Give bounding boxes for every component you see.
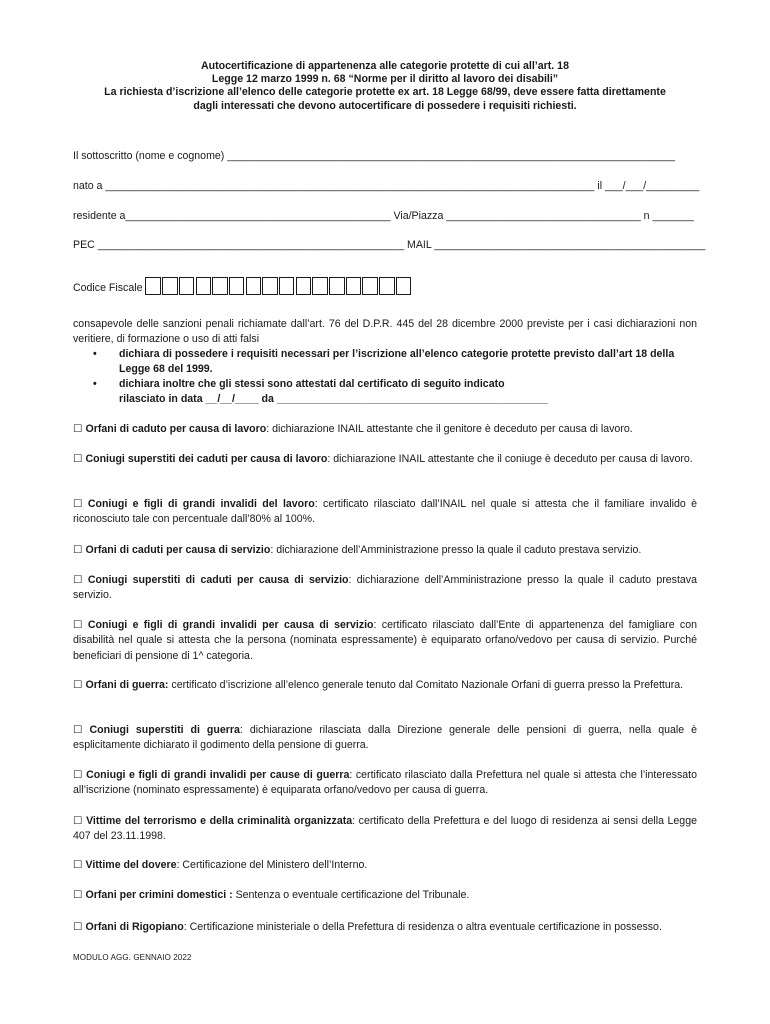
category-description: : dichiarazione INAIL attestante che il coniuge è deceduto per causa di lavoro. xyxy=(327,453,693,465)
checkbox-icon[interactable]: ☐ xyxy=(73,815,83,827)
awareness-paragraph: consapevole delle sanzioni penali richiamate dall’art. 76 del D.P.R. 445 del 28 dicembre 2000 previste per i casi dichiarazioni non veritiere, di formazione o uso di atti falsi xyxy=(73,318,697,345)
declaration-item xyxy=(93,377,693,407)
category-description: : certificato della Prefettura e del luogo di residenza ai sensi della Legge 407 del 23.11.1998. xyxy=(73,815,697,843)
codice-fiscale-char-box[interactable] xyxy=(196,277,212,295)
birth-field-line[interactable]: nato a ___________________________________________________________________________________ il ___/___/_________ xyxy=(73,180,700,192)
codice-fiscale-char-box[interactable] xyxy=(279,277,295,295)
codice-fiscale-char-box[interactable] xyxy=(145,277,161,295)
document-header xyxy=(70,60,700,113)
codice-fiscale-boxes xyxy=(145,277,412,295)
category-option[interactable] xyxy=(73,497,697,528)
category-option[interactable] xyxy=(73,543,697,558)
category-option[interactable] xyxy=(73,422,697,437)
category-option[interactable] xyxy=(73,888,697,903)
category-option[interactable] xyxy=(73,768,697,799)
category-description: : certificato rilasciato dalla Prefettura nel quale si attesta che l’interessato all’iscrizione (nominato espressamente) è equiparata orfano/vedovo per causa di guerra. xyxy=(73,769,697,797)
category-description: : dichiarazione INAIL attestante che il genitore è deceduto per causa di lavoro. xyxy=(266,423,633,435)
codice-fiscale-char-box[interactable] xyxy=(212,277,228,295)
checkbox-icon[interactable]: ☐ xyxy=(73,498,83,510)
category-description: : dichiarazione rilasciata dalla Direzione generale delle pensioni di guerra, nella quale è esplicitamente dichiarato il godimento della pensione di guerra. xyxy=(73,724,697,752)
category-description: : certificato rilasciato dall’Ente di appartenenza del famigliare con disabilità nel quale si attesta che la persona (nominata espressamente) è equiparato orfano/vedovo per causa di servizio. Purché beneficiari di pensione di 1^ categoria. xyxy=(73,619,697,662)
codice-fiscale-char-box[interactable] xyxy=(362,277,378,295)
codice-fiscale-char-box[interactable] xyxy=(229,277,245,295)
declaration-item xyxy=(93,347,693,377)
category-title: Orfani di caduto per causa di lavoro xyxy=(85,423,267,435)
codice-fiscale-char-box[interactable] xyxy=(312,277,328,295)
category-title: Orfani di caduti per causa di servizio xyxy=(85,544,271,556)
category-description: : dichiarazione dell’Amministrazione presso la quale il caduto prestava servizio. xyxy=(270,544,642,556)
checkbox-icon[interactable]: ☐ xyxy=(73,619,83,631)
category-description: certificato d’iscrizione all’elenco generale tenuto dal Comitato Nazionale Orfani di guerra presso la Prefettura. xyxy=(168,679,684,691)
codice-fiscale-char-box[interactable] xyxy=(262,277,278,295)
declaration-text: dichiara inoltre che gli stessi sono attestati dal certificato di seguito indicato xyxy=(119,378,505,390)
name-field-line[interactable]: Il sottoscritto (nome e cognome) ____________________________________________________________________________ xyxy=(73,150,676,162)
category-title: Coniugi superstiti di caduti per causa di servizio xyxy=(87,574,349,586)
header-note-line-2: dagli interessati che devono autocertificare di possedere i requisiti richiesti. xyxy=(193,99,577,112)
category-title: Coniugi e figli di grandi invalidi per cause di guerra xyxy=(86,769,350,781)
category-description: : certificato rilasciato dall’INAIL nel quale si attesta che il familiare invalido è riconosciuto tale con percentuale dall’80% al 100%. xyxy=(73,498,697,526)
category-option[interactable] xyxy=(73,452,697,467)
category-option[interactable] xyxy=(73,618,697,664)
checkbox-icon[interactable]: ☐ xyxy=(73,423,83,435)
codice-fiscale-char-box[interactable] xyxy=(379,277,395,295)
form-version-footer: MODULO AGG. GENNAIO 2022 xyxy=(73,953,192,962)
header-title-line-1: Autocertificazione di appartenenza alle categorie protette di cui all’art. 18 xyxy=(201,60,569,72)
category-description: : Certificazione del Ministero dell’Interno. xyxy=(176,859,368,871)
declaration-text: dichiara di possedere i requisiti necessari per l’iscrizione all’elenco categorie protette previsto dall’art 18 della Legge 68 del 1999. xyxy=(119,348,675,375)
codice-fiscale-char-box[interactable] xyxy=(179,277,195,295)
certificate-date-line[interactable]: rilasciato in data __/__/____ da ______________________________________________ xyxy=(119,393,548,405)
codice-fiscale-label: Codice Fiscale xyxy=(73,282,143,294)
category-title: Coniugi e figli di grandi invalidi del lavoro xyxy=(87,498,315,510)
codice-fiscale-char-box[interactable] xyxy=(346,277,362,295)
codice-fiscale-char-box[interactable] xyxy=(296,277,312,295)
category-title: Orfani di Rigopiano xyxy=(85,921,184,933)
category-description: : dichiarazione dell’Amministrazione presso la quale il caduto prestava servizio. xyxy=(73,574,697,602)
checkbox-icon[interactable]: ☐ xyxy=(73,724,83,736)
codice-fiscale-row xyxy=(73,277,412,295)
checkbox-icon[interactable]: ☐ xyxy=(73,574,83,586)
category-description: : Certificazione ministeriale o della Prefettura di residenza o altra eventuale certificazione in possesso. xyxy=(183,921,662,933)
contacts-field-line[interactable]: PEC ____________________________________________________ MAIL ______________________________________________ xyxy=(73,239,706,251)
codice-fiscale-char-box[interactable] xyxy=(396,277,412,295)
header-note-line-1: La richiesta d’iscrizione all’elenco delle categorie protette ex art. 18 Legge 68/99, deve essere fatta direttamente xyxy=(104,86,666,99)
checkbox-icon[interactable]: ☐ xyxy=(73,544,83,556)
category-title: Coniugi superstiti di guerra xyxy=(89,724,240,736)
checkbox-icon[interactable]: ☐ xyxy=(73,921,83,933)
bullet-icon: • xyxy=(93,348,97,360)
checkbox-icon[interactable]: ☐ xyxy=(73,679,83,691)
category-title: Coniugi e figli di grandi invalidi per causa di servizio xyxy=(87,619,374,631)
header-title-line-2: Legge 12 marzo 1999 n. 68 “Norme per il diritto al lavoro dei disabili” xyxy=(211,73,559,86)
checkbox-icon[interactable]: ☐ xyxy=(73,769,83,781)
category-option[interactable] xyxy=(73,814,697,845)
bullet-icon: • xyxy=(93,378,97,390)
category-title: Orfani di guerra: xyxy=(85,679,169,691)
category-title: Coniugi superstiti dei caduti per causa di lavoro xyxy=(85,453,328,465)
checkbox-icon[interactable]: ☐ xyxy=(73,453,83,465)
declarations-list xyxy=(93,347,693,407)
checkbox-icon[interactable]: ☐ xyxy=(73,889,83,901)
category-description: Sentenza o eventuale certificazione del Tribunale. xyxy=(232,889,470,901)
category-option[interactable] xyxy=(73,858,697,873)
codice-fiscale-char-box[interactable] xyxy=(246,277,262,295)
category-option[interactable] xyxy=(73,678,697,693)
declaration-text-block xyxy=(119,377,548,407)
checkbox-icon[interactable]: ☐ xyxy=(73,859,83,871)
category-title: Vittime del dovere xyxy=(85,859,177,871)
codice-fiscale-char-box[interactable] xyxy=(162,277,178,295)
category-title: Orfani per crimini domestici : xyxy=(85,889,233,901)
category-option[interactable] xyxy=(73,920,697,935)
category-title: Vittime del terrorismo e della criminalità organizzata xyxy=(86,815,353,827)
category-option[interactable] xyxy=(73,573,697,604)
category-option[interactable] xyxy=(73,723,697,754)
residence-field-line[interactable]: residente a_____________________________________________ Via/Piazza _________________________________ n _______ xyxy=(73,210,694,222)
codice-fiscale-char-box[interactable] xyxy=(329,277,345,295)
